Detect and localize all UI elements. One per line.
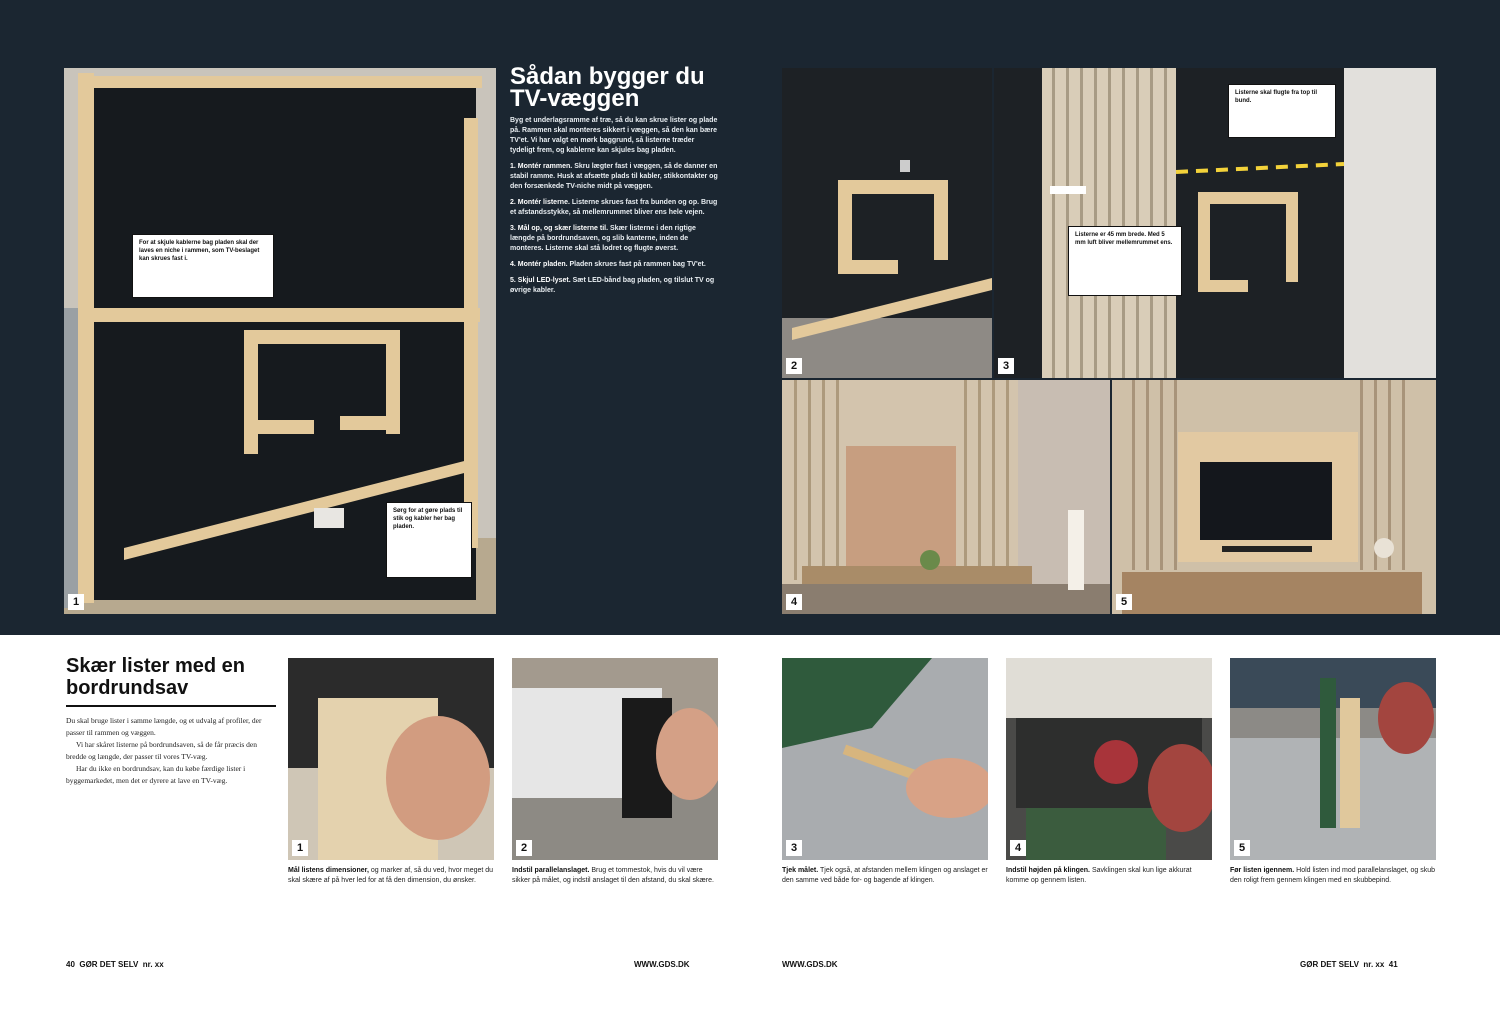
- article-title: Sådan bygger du TV-væggen: [510, 63, 705, 112]
- article-step: 2. Montér listerne. Listerne skrues fast fra bunden og op. Brug et afstandsstykke, så mellemrummet bliver ens hele vejen.: [510, 199, 718, 216]
- photo-4-panel-mounted: [782, 380, 1110, 614]
- saw-caption-4: Indstil højden på klingen. Savklingen skal kun lige akkurat komme op gennem listen.: [1006, 867, 1192, 884]
- photo-number: 3: [998, 358, 1014, 374]
- article-step: 5. Skjul LED-lyset. Sæt LED-bånd bag pladen, og tilslut TV og øvrige kabler.: [510, 277, 715, 294]
- folio-left-url: WWW.GDS.DK: [634, 960, 690, 969]
- callout-box: Listerne er 45 mm brede. Med 5 mm luft bliver mellemrummet ens.: [1068, 226, 1182, 296]
- saw-body-text: Du skal bruge lister i samme længde, og et udvalg af profiler, der passer til rammen og væggen. Vi har skåret listerne på bordrundsaven, så de får præcis den bredde og længde, der passer til vores TV-væg. Har du ikke en bordrundsav, kan du købe færdige lister i byggemarkedet, men det er dyrere at lave en TV-væg.: [66, 716, 262, 785]
- article-column: [510, 63, 720, 302]
- photo-2-frame-niche: [782, 68, 992, 378]
- article-step: 1. Montér rammen. Skru lægter fast i væggen, så de danner en stabil ramme. Husk at afsætte plads til kabler, stikkontakter og den forsænkede TV-niche midt på væggen.: [510, 163, 718, 190]
- photo-number: 4: [786, 594, 802, 610]
- photo-3-slats: [994, 68, 1436, 378]
- photo-number: 5: [1234, 840, 1250, 856]
- photo-number: 1: [68, 594, 84, 610]
- saw-photo-2: [512, 658, 718, 860]
- callout-box: Sørg for at gøre plads til stik og kabler her bag pladen.: [386, 502, 472, 578]
- callout-box: For at skjule kablerne bag pladen skal der laves en niche i rammen, som TV-beslaget kan skrues fast i.: [132, 234, 274, 298]
- article-step: 3. Mål op, og skær listerne til. Skær listerne i den rigtige længde på bordrundsaven, og slib kanterne, inden de monteres. Listerne skal stå lodret og flugte øverst.: [510, 225, 696, 252]
- photo-number: 1: [292, 840, 308, 856]
- saw-photo-1: [288, 658, 494, 860]
- photo-number: 2: [786, 358, 802, 374]
- saw-section-title: Skær lister med en bordrundsav: [66, 655, 276, 707]
- saw-photo-5: [1230, 658, 1436, 860]
- photo-number: 5: [1116, 594, 1132, 610]
- photo-number: 2: [516, 840, 532, 856]
- folio-left: 40 GØR DET SELV nr. xx: [66, 960, 164, 969]
- saw-photo-4: [1006, 658, 1212, 860]
- saw-caption-3: Tjek målet. Tjek også, at afstanden mellem klingen og anslaget er den samme ved både for- og bagende af klingen.: [782, 867, 988, 884]
- saw-caption-2: Indstil parallelanslaget. Brug et tommestok, hvis du vil være sikker på målet, og indstil anslaget til den afstand, du skal skære.: [512, 867, 714, 884]
- saw-caption-5: Før listen igennem. Hold listen ind mod parallelanslaget, og skub den roligt frem gennem klingen med en skubbepind.: [1230, 867, 1436, 884]
- callout-box: Listerne skal flugte fra top til bund.: [1228, 84, 1336, 138]
- article-intro: Byg et underlagsramme af træ, så du kan skrue lister og plade på. Rammen skal monteres sikkert i væggen, så den kan bære TV'et. Vi har valgt en mørk baggrund, så listerne træder tydeligt frem, og kablerne kan skjules bag pladen.: [510, 117, 718, 154]
- folio-right: GØR DET SELV nr. xx 41: [1300, 960, 1398, 969]
- photo-number: 3: [786, 840, 802, 856]
- photo-5-finished-tv-wall: [1112, 380, 1436, 614]
- photo-number: 4: [1010, 840, 1026, 856]
- folio-right-url: WWW.GDS.DK: [782, 960, 838, 969]
- article-step: 4. Montér pladen. Pladen skrues fast på rammen bag TV'et.: [510, 261, 706, 268]
- saw-photo-3: [782, 658, 988, 860]
- saw-caption-1: Mål listens dimensioner, og marker af, så du ved, hvor meget du skal skære af på hver led for at få den dimension, du ønsker.: [288, 867, 494, 884]
